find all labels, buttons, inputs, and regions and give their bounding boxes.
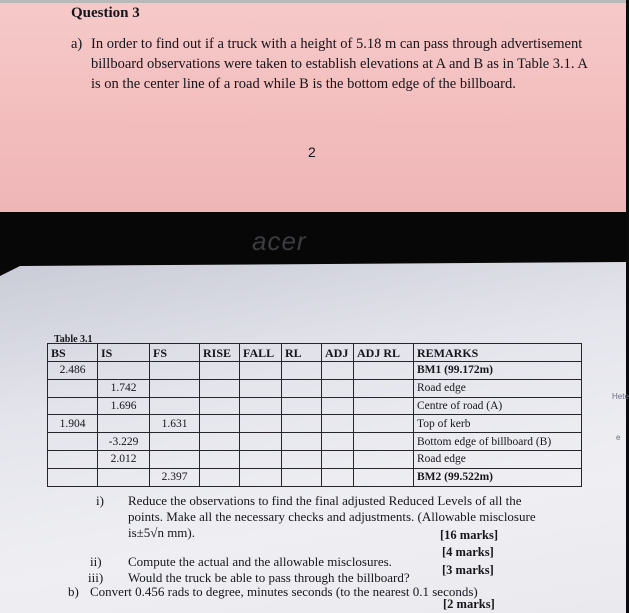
header-adj: ADJ [322,344,354,362]
part-b-text: Convert 0.456 rads to degree, minutes seconds (to the nearest 0.1 seconds) [90,584,478,599]
laptop-bezel [0,212,626,270]
cell-rl [282,397,322,415]
cell-rise [200,397,240,415]
cell-fs [150,397,200,415]
cell-remarks: Centre of road (A) [414,397,582,415]
part-b-marks: [2 marks] [443,597,495,611]
cell-fs [150,450,200,468]
cell-remarks: Road edge [414,379,582,397]
table-row [48,450,582,468]
subquestion-ii-marks: [4 marks] [442,545,494,559]
cell-remarks: Road edge [414,450,582,468]
cell-is: 1.696 [98,397,150,415]
subquestion-i-line-2: points. Make all the necessary checks and adjustments. (Allowable misclosure [128,509,536,524]
cell-bs [48,450,98,468]
header-bs: BS [48,344,98,362]
part-a-paragraph [71,34,591,94]
subquestion-i-label: i) [96,493,104,508]
cell-adj-rl [354,468,414,486]
cell-fall [240,433,282,451]
subquestion-i-marks: [16 marks] [440,528,498,542]
cell-fs [150,362,200,380]
header-fall: FALL [240,344,282,362]
cell-adj [322,468,354,486]
edge-fragment-text: Hete [612,392,629,401]
cell-bs [48,379,98,397]
cell-bs: 2.486 [48,362,98,380]
cell-rise [200,468,240,486]
table-row [48,397,582,415]
table-caption: Table 3.1 [54,334,93,345]
cell-fs [150,379,200,397]
cell-rise [200,379,240,397]
table-row [48,362,582,380]
subquestion-iii-label: iii) [88,570,104,585]
cell-adj [322,362,354,380]
page-number: 2 [308,144,316,160]
cell-remarks: BM1 (99.172m) [414,362,582,380]
cell-bs [48,397,98,415]
cell-adj-rl [354,415,414,433]
table-header-row [48,344,582,362]
part-b-label: b) [68,584,79,599]
cell-adj [322,450,354,468]
cell-rl [282,450,322,468]
table-row [48,433,582,451]
table-row [48,379,582,397]
cell-bs [48,468,98,486]
cell-bs [48,433,98,451]
cell-adj [322,433,354,451]
subquestion-ii-label: ii) [90,554,102,569]
cell-adj-rl [354,362,414,380]
header-remarks: REMARKS [414,344,582,362]
subquestion-ii-text: Compute the actual and the allowable misclosures. [128,554,392,569]
cell-rl [282,415,322,433]
cell-rise [200,415,240,433]
laptop-brand-logo: acer [252,226,307,256]
cell-fall [240,379,282,397]
cell-fall [240,468,282,486]
cell-is [98,362,150,380]
cell-adj-rl [354,450,414,468]
subquestion-i-line-3: is±5√n mm). [128,525,195,540]
part-a-text: In order to find out if a truck with a height of 5.18 m can pass through advertisement billboard observations were taken to establish elevations at A and B as in Table 3.1. A is on the center line of a road while B is the bottom edge of the billboard. [91,36,588,92]
header-fs: FS [150,344,200,362]
cell-adj [322,415,354,433]
header-is: IS [98,344,150,362]
cell-fs: 2.397 [150,468,200,486]
subquestion-iii-marks: [3 marks] [442,563,494,577]
header-rise: RISE [200,344,240,362]
cell-bs: 1.904 [48,415,98,433]
cell-adj [322,397,354,415]
cell-adj [322,379,354,397]
table-row [48,468,582,486]
cell-fall [240,450,282,468]
cell-adj-rl [354,397,414,415]
cell-is: 2.012 [98,450,150,468]
cell-fall [240,362,282,380]
cell-remarks: BM2 (99.522m) [414,468,582,486]
table-row [48,415,582,433]
cell-rl [282,433,322,451]
cell-is [98,415,150,433]
cell-rise [200,362,240,380]
header-rl: RL [282,344,322,362]
subquestion-i-line-1: Reduce the observations to find the final adjusted Reduced Levels of all the [128,493,522,508]
header-adj-rl: ADJ RL [354,344,414,362]
cell-adj-rl [354,433,414,451]
part-a-label: a) [71,36,83,52]
question-page-top [0,0,626,212]
cell-rl [282,379,322,397]
edge-fragment-text: e [616,433,621,442]
cell-is: -3.229 [98,433,150,451]
question-title: Question 3 [71,5,140,21]
levelling-table [47,343,582,487]
cell-remarks: Top of kerb [414,415,582,433]
cell-fall [240,415,282,433]
cell-rise [200,450,240,468]
cell-is [98,468,150,486]
cell-fs [150,433,200,451]
subquestion-iii-text: Would the truck be able to pass through the billboard? [128,570,410,585]
cell-fs: 1.631 [150,415,200,433]
cell-rl [282,362,322,380]
cell-fall [240,397,282,415]
cell-adj-rl [354,379,414,397]
cell-rise [200,433,240,451]
cell-rl [282,468,322,486]
cell-is: 1.742 [98,379,150,397]
subquestion-ii [90,554,430,570]
cell-remarks: Bottom edge of billboard (B) [414,433,582,451]
